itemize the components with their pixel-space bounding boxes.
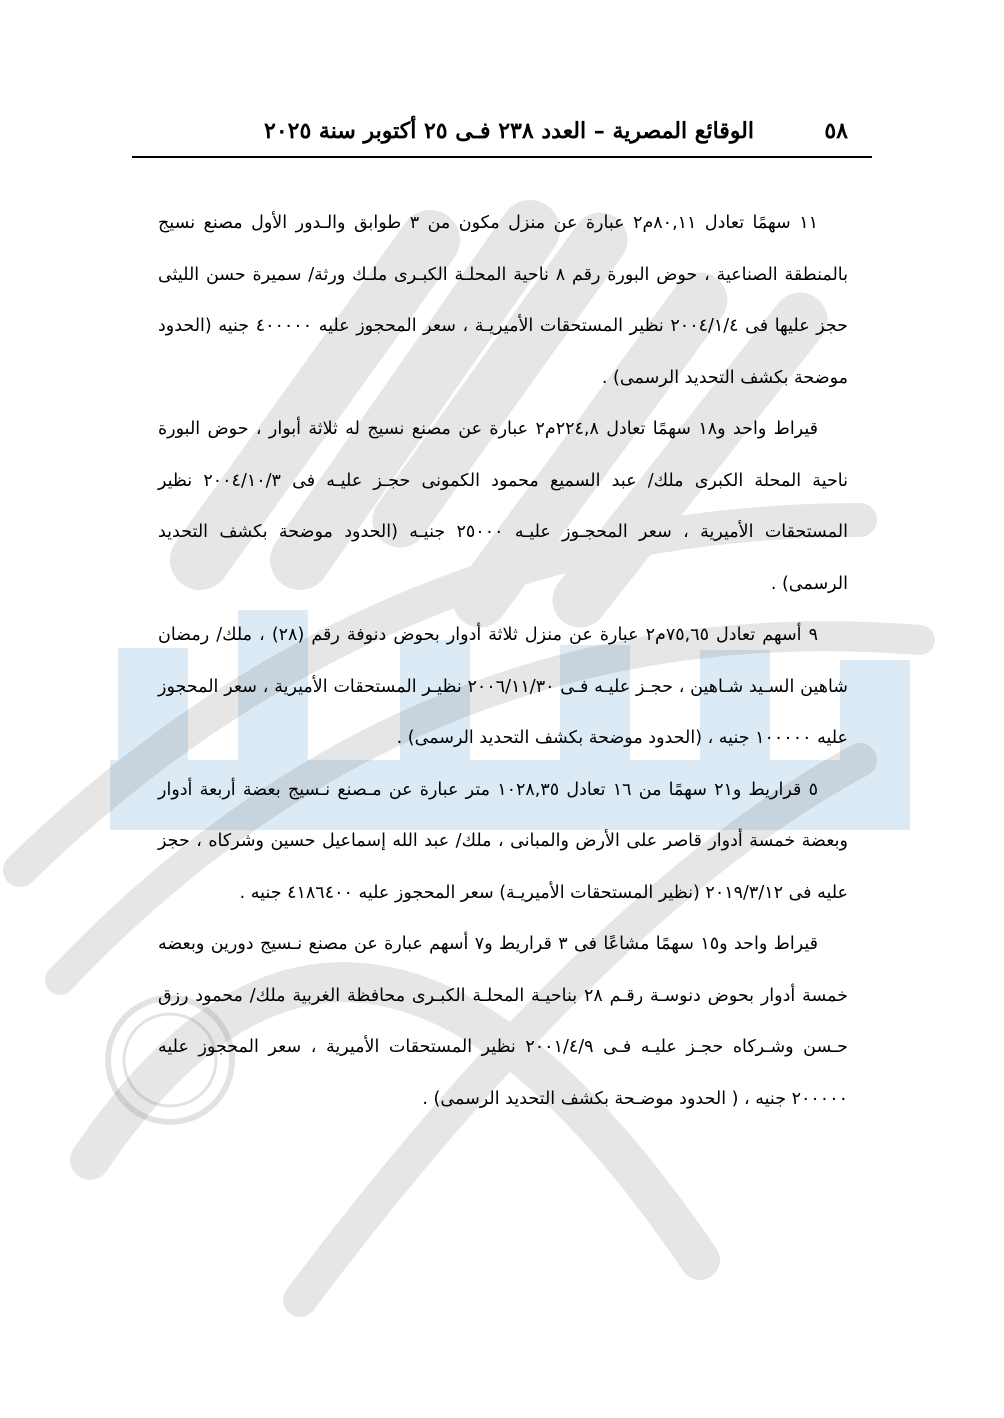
paragraph: ١١ سهمًا تعادل ٨٠,١١م٢ عبارة عن منزل مكون من ٣ طوابق والـدور الأول مصنع نسيج بالمنطقة الصناعية ، حوض البورة رقم ٨ ناحية المحلـة الكبـرى ملـك ورثة/ سميرة حسن الليثى حجز عليها فى ٢٠٠٤/١/٤ نظير المستحقات الأميريـة ، سعر المحجوز عليه ٤٠٠٠٠٠ جنيه (الحدود موضحة بكشف التحديد الرسمى) . (158, 213, 849, 388)
paragraph: ٩ أسهم تعادل ٧٥,٦٥م٢ عبارة عن منزل ثلاثة أدوار بحوض دنوفة رقم (٢٨) ، ملك/ رمضان شاهين السـيد شـاهين ، حجـز عليـه فـى ٢٠٠٦/١١/٣٠ نظيـر المستحقات الأميرية ، سعر المحجوز عليه ١٠٠٠٠٠ جنيه ، (الحدود موضحة بكشف التحديد الرسمى) . (158, 625, 848, 748)
document-body (158, 198, 848, 1125)
page-header (132, 112, 872, 158)
gazette-title: الوقائع المصرية – العدد ٢٣٨ فـى ٢٥ أكتوبر سنة ٢٠٢٥ (264, 118, 754, 144)
paragraph: قيراط واحد و١٨ سهمًا تعادل ٢٢٤,٨م٢ عبارة عن مصنع نسيج له ثلاثة أبوار ، حوض البورة ناحية المحلة الكبرى ملك/ عبد السميع محمود الكمونى حجـز عليـه فى ٢٠٠٤/١٠/٣ نظير المستحقات الأميرية ، سعر المحجـوز عليـه ٢٥٠٠٠ جنيـه (الحدود موضحة بكشف التحديد الرسمى) . (158, 419, 848, 594)
paragraph: قيراط واحد و١٥ سهمًا مشاعًا فى ٣ قراريط و٧ أسهم عبارة عن مصنع نـسيج دورين وبعضه خمسة أدوار بحوض دنوسـة رقـم ٢٨ بناحيـة المحلـة الكبـرى محافظة الغربية ملك/ محمود رزق حـسن وشـركاه حجـز عليـه فـى ٢٠٠١/٤/٩ نظير المستحقات الأميرية ، سعر المحجوز عليه ٢٠٠٠٠٠ جنيه ، ( الحدود موضـحة بكشف التحديد الرسمى) . (158, 934, 848, 1109)
paragraph: ٥ قراريط و٢١ سهمًا من ١٦ تعادل ١٠٢٨,٣٥ متر عبارة عن مـصنع نـسيج بعضة أربعة أدوار وبعضة خمسة أدوار قاصر على الأرض والمبانى ، ملك/ عبد الله إسماعيل حسين وشركاه ، حجز عليه فى ٢٠١٩/٣/١٢ (نظير المستحقات الأميريـة) سعر المحجوز عليه ٤١٨٦٤٠٠ جنيه . (158, 779, 848, 903)
page-number: ٥٨ (824, 118, 848, 144)
